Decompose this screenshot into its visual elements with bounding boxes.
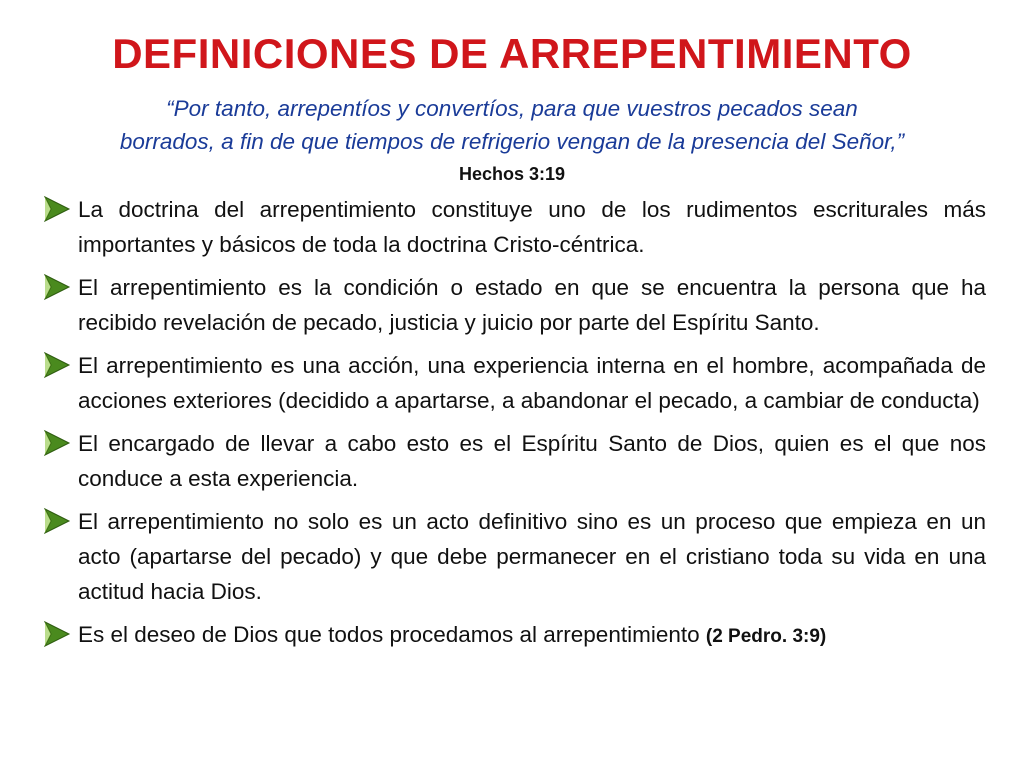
bullet-reference: (2 Pedro. 3:9) xyxy=(705,626,827,647)
quote-line-1: “Por tanto, arrepentíos y convertíos, para que vuestros pecados sean xyxy=(166,96,858,121)
bullet-text: Es el deseo de Dios que todos procedamos al arrepentimiento xyxy=(78,622,706,647)
bullet-item xyxy=(42,504,986,609)
bullet-text: El arrepentimiento es una acción, una experiencia interna en el hombre, acompañada de acciones exteriores (decidido a apartarse, a abandonar el pecado, a cambiar de conducta) xyxy=(78,353,986,413)
bullet-item xyxy=(42,270,986,340)
bullet-text: El arrepentimiento es la condición o estado en que se encuentra la persona que ha recibido revelación de pecado, justicia y juicio por parte del Espíritu Santo. xyxy=(78,275,986,335)
bullet-text: El arrepentimiento no solo es un acto definitivo sino es un proceso que empieza en un acto (apartarse del pecado) y que debe permanecer en el cristiano toda su vida en una actitud hacia Dios. xyxy=(78,509,986,604)
arrow-bullet-icon xyxy=(42,350,72,380)
slide-title: DEFINICIONES DE ARREPENTIMIENTO xyxy=(112,30,912,77)
arrow-bullet-icon xyxy=(42,194,72,224)
bullet-item xyxy=(42,192,986,262)
arrow-bullet-icon xyxy=(42,619,72,649)
bullet-item xyxy=(42,348,986,418)
quote-reference: Hechos 3:19 xyxy=(458,164,566,184)
quote-line-2: borrados, a fin de que tiempos de refrigerio vengan de la presencia del Señor,” xyxy=(119,129,905,154)
arrow-bullet-icon xyxy=(42,428,72,458)
arrow-bullet-icon xyxy=(42,272,72,302)
bullet-item xyxy=(42,617,986,654)
bullet-list xyxy=(42,192,986,662)
bullet-item xyxy=(42,426,986,496)
bullet-text: El encargado de llevar a cabo esto es el Espíritu Santo de Dios, quien es el que nos conduce a esta experiencia. xyxy=(78,431,986,491)
arrow-bullet-icon xyxy=(42,506,72,536)
bullet-text: La doctrina del arrepentimiento constituye uno de los rudimentos escriturales más importantes y básicos de toda la doctrina Cristo-céntrica. xyxy=(78,197,986,257)
scripture-quote xyxy=(30,92,994,158)
